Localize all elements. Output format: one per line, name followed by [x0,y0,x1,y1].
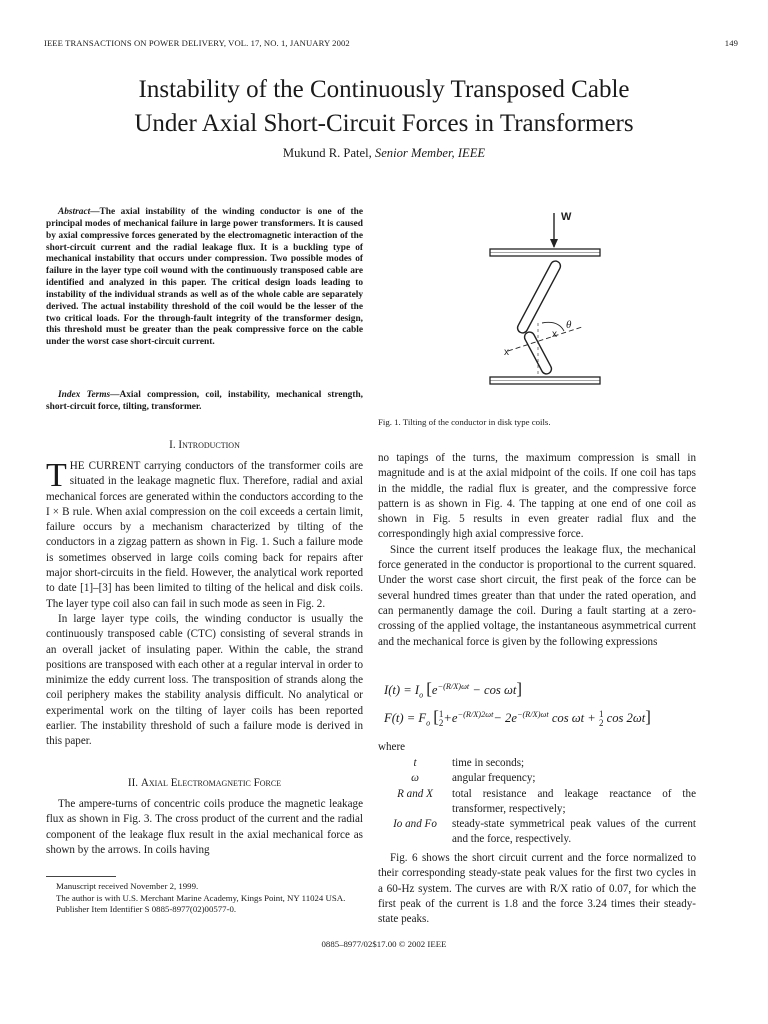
load-arrowhead [550,239,558,248]
right-para-1: no tapings of the turns, the maximum compression is small in magnitude and is at the axial midpoint of the coils. If one coil has taps in the middle, the radial flux is greater, and the compressive force pattern is as shown in Fig. 4. The tapping at one end of one coil as shown in Fig. 5 results in even greater radial flux and the correspondingly high axial compressive force. [378,452,696,541]
footnote-pii: Publisher Item Identifier S 0885-8977(02)00577-0. [56,904,237,915]
author-name: Mukund R. Patel, [282,146,372,160]
equation-1: $I(t) = I_o$ $[e^{-(R/X)\omega t} - \cos \omega t]$ [384,679,523,700]
section-1-number: I. [169,439,176,451]
definition-text: time in seconds; [452,757,525,769]
section-1-para-1: THE CURRENT carrying conductors of the transformer coils are situated in the leakage magnetic flux. Therefore, radial and axial mechanical forces are generated within the conductors according to the I × B rule. When axial compression on the coil exceeds a certain limit, failure occurs by a mechanism characterized by tilting of the conductors in a zigzag pattern as shown in Fig. 1. Such a failure mode is sometimes observed in large coils coming back for repairs after major short-circuits in the field. However, the analytical work reported to date [1]–[3] has been limited to tilting of the helical and disk coils. The layer type coil also can fail in such mode as seen in Fig. 2. [46,457,363,610]
page-number: 149 [724,38,738,48]
equation-2: $F(t) = F_o$ [1 $2+e^{-(R/X)2\omega t}- 2e^{-(R/X)\omega t}$ cos ωt + 1 2 cos 2ωt] [384,707,651,729]
index-terms-label: Index Terms [58,390,111,400]
drop-cap: T [46,457,67,494]
section-2-heading [46,777,363,789]
axis-label-right: x [552,329,557,340]
section-2-title: Axial Electromagnetic Force [140,777,282,789]
fraction-half-2: 1 2 [598,709,604,729]
right-column-bottom [378,851,696,927]
section-2-number: II. [127,777,139,789]
footnotes [46,881,363,916]
section-2-para-1: The ampere-turns of concentric coils produce the magnetic leakage flux as shown in Fig. 3. The cross product of the current and the radial component of the leakage flux result in the axial mechanical force as shown by the arrows. In coils having [46,798,363,856]
abstract-text: —The axial instability of the winding conductor is one of the principal modes of mechanical failure in large power transformers. It is caused by axial compressive forces generated by the electromagnetic interaction of the short-circuit current and the radial leakage flux. It is a buckling type of mechanical instability that occurs under compression. Two possible modes of failure in the layer type coil wound with the continuously transposed cable are identified and analyzed in this paper. The critical design loads leading to instability of the individual strands as well as of the whole cable are separately derived. The actual instability threshold of the coil would be the lesser of the two critical loads. For the through-fault integrity of the transformer design, this threshold must be greater than the peak compressive force on the cable under the worst case short-circuit current. [46,207,363,348]
definition-row [378,787,696,818]
definition-symbol: ω [411,772,419,785]
definition-text: steady-state symmetrical peak values of the current and the force, respectively. [452,818,696,846]
definition-row [378,756,696,771]
author-affiliation: Senior Member, IEEE [374,146,486,160]
abstract [46,207,363,349]
section-1-heading [46,439,363,451]
fraction-half-1: 1 2 [438,709,444,729]
footnote-rule [46,876,116,877]
section-1-body [46,459,363,750]
title-line-2: Under Axial Short-Circuit Forces in Transformers [134,110,634,137]
axis-label-left: x [504,347,509,358]
copyright-footer: 0885–8977/02$17.00 © 2002 IEEE [321,939,447,949]
right-column-top [378,451,696,650]
figure-1 [470,205,620,405]
right-para-2: Since the current itself produces the leakage flux, the mechanical force generated in the conductor is proportional to the current squared. Under the worst case short circuit, the first peak of the force can be several hundred times greater than that under the rated operation, and can permanently damage the coil. During a fault starting at a zero-crossing of the applied voltage, the instantaneous asymmetrical current and the mechanical force is given by the following expressions [378,543,696,648]
paper-title [0,73,768,141]
angle-label: θ [566,319,572,331]
section-1-para-2: In large layer type coils, the winding conductor is usually the continuously transposed cable (CTC) consisting of several strands in an overall jacket of insulating paper. Within the cable, the strand positions are transposed with each other at a regular interval in order to minimize the eddy current loss. The transposition of strands along the coil periphery makes the stability analysis difficult. No analytical or experimental work on the tilting of layer coils has been reported earlier. The instability threshold of such a failure mode is derived in this paper. [46,612,363,748]
definition-text: angular frequency; [452,772,536,785]
journal-header: IEEE TRANSACTIONS ON POWER DELIVERY, VOL. 17, NO. 1, JANUARY 2002 [44,38,350,48]
index-terms [46,390,363,414]
running-header [44,38,738,48]
footnote-received: Manuscript received November 2, 1999. [56,881,199,891]
right-para-3: Fig. 6 shows the short circuit current and the force normalized to their corresponding steady-state peak values for the first two cycles in a 60-Hz system. The curves are with R/X ratio of 0.07, for which the first peak of the current is 1.8 and the force 3.24 times their steady-state peaks. [378,852,696,926]
section-1-title: Introduction [178,439,240,451]
figure-1-caption: Fig. 1. Tilting of the conductor in disk type coils. [378,417,551,427]
definition-row [378,817,696,848]
where-label: where [378,741,406,753]
definition-symbol: t [413,757,417,769]
footnote-author: The author is with U.S. Merchant Marine Academy, Kings Point, NY 11024 USA. [56,892,346,903]
section-2-body [46,797,363,858]
definition-symbol: Io and Fo [393,818,437,831]
variable-definitions [378,756,696,848]
abstract-label: Abstract [58,207,91,217]
title-line-1: Instability of the Continuously Transposed Cable [138,76,630,103]
index-terms-text: —Axial compression, coil, instability, mechanical strength, short-circuit force, tilting, transformer. [46,390,363,412]
load-label: W [561,211,572,223]
author-line [0,146,768,161]
definition-symbol: R and X [397,787,433,800]
definition-text: total resistance and leakage reactance of the transformer, respectively; [452,787,696,815]
definition-row [378,771,696,786]
